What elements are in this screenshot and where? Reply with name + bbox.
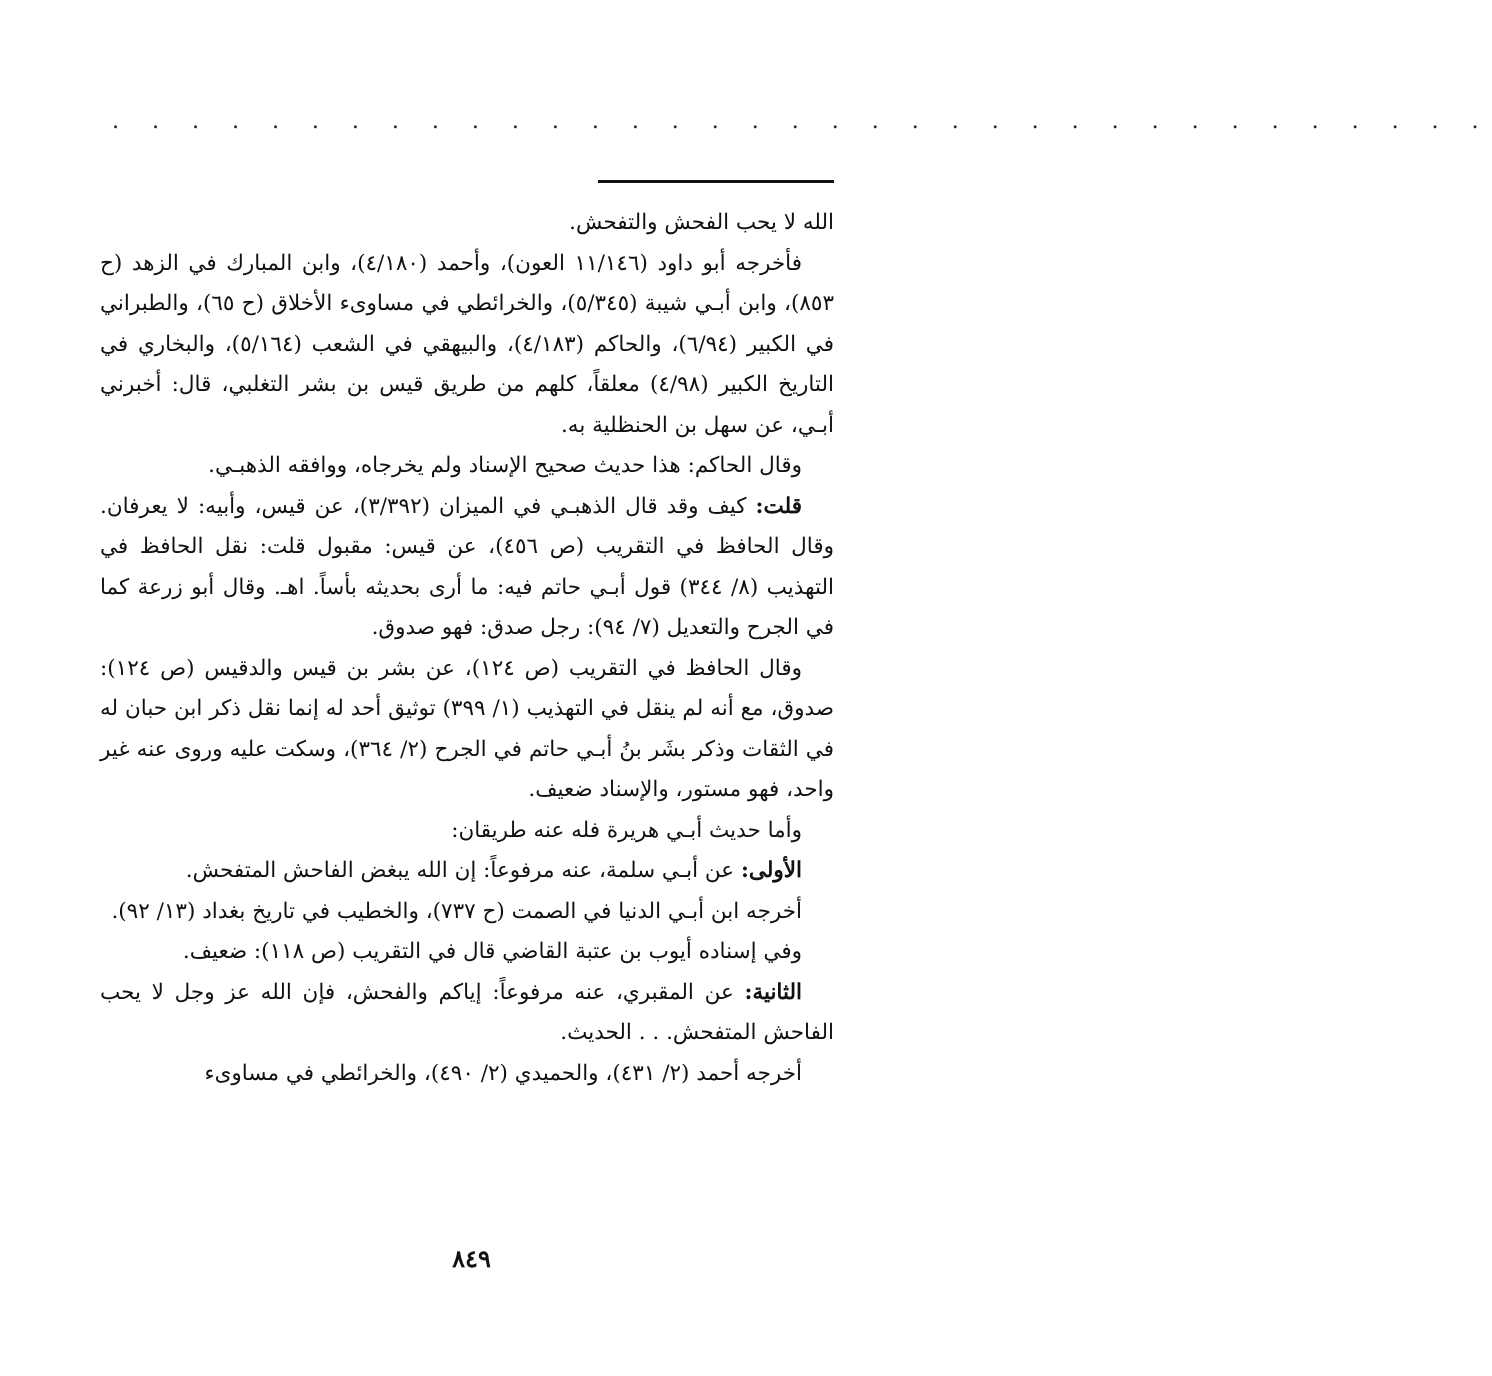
paragraph-label: قلت: (755, 493, 802, 519)
paragraph-first-route-isnad: وفي إسناده أيوب بن عتبة القاضي قال في التقريب (ص ١١٨): ضعيف. (182, 939, 802, 964)
footnote-rule (598, 180, 834, 183)
paragraph-label: الثانية: (744, 979, 802, 1005)
paragraph-text: عن المقبري، عنه مرفوعاً: إياكم والفحش، فإن الله عز وجل لا يحب الفاحش المتفحش. . . الحديث. (100, 979, 834, 1045)
paragraph-text: عن أبـي سلمة، عنه مرفوعاً: إن الله يبغض الفاحش المتفحش. (185, 858, 741, 883)
paragraph-continuation: الله لا يحب الفحش والتفحش. (569, 210, 834, 235)
paragraph-first-route (100, 851, 834, 892)
paragraph-first-route-takhrij: أخرجه ابن أبـي الدنيا في الصمت (ح ٧٣٧)، والخطيب في تاريخ بغداد (١٣/ ٩٢). (111, 898, 802, 924)
page-number: ٨٤٩ (452, 1244, 491, 1273)
paragraph-text: كيف وقد قال الذهبـي في الميزان (٣/٣٩٢)، عن قيس، وأبيه: لا يعرفان. وقال الحافظ في التقريب (ص ٤٥٦)، عن قيس: مقبول قلت: نقل الحافظ في التهذيب (٨/ ٣٤٤) قول أبـي حاتم فيه: ما أرى بحديثه بأساً. اهـ. وقال أبو زرعة كما في الجرح والتعديل (٧/ ٩٤): رجل صدق: فهو صدوق. (100, 493, 834, 640)
paragraph-bishr-status: وقال الحافظ في التقريب (ص ١٢٤)، عن بشر بن قيس والدقيس (ص ١٢٤): صدوق، مع أنه لم ينقل في التهذيب (١/ ٣٩٩) توثيق أحد له إنما نقل ذكر ابن حبان له في الثقات وذكر بشَر بنُ أبـي حاتم في الجرح (٢/ ٣٦٤)، وسكت عليه وروى عنه غير واحد، فهو مستور، والإسناد ضعيف. (100, 655, 835, 802)
paragraph-qultu (100, 487, 834, 649)
paragraph-second-route-takhrij: أخرجه أحمد (٢/ ٤٣١)، والحميدي (٢/ ٤٩٠)، والخرائطي في مساوىء (204, 1060, 802, 1086)
paragraph-hakim-verdict: وقال الحاكم: هذا حديث صحيح الإسناد ولم يخرجاه، ووافقه الذهبـي. (208, 453, 802, 478)
paragraph-takhrij-sources: فأخرجه أبو داود (١١/١٤٦ العون)، وأحمد (٤/١٨٠)، وابن المبارك في الزهد (ح ٨٥٣)، وابن أبـي شيبة (٥/٣٤٥)، والخرائطي في مساوىء الأخلاق (ح ٦٥)، والطبراني في الكبير (٦/٩٤)، والحاكم (٤/١٨٣)، والبيهقي في الشعب (٥/١٦٤)، والبخاري في التاريخ الكبير (٤/٩٨) معلقاً، كلهم من طريق قيس بن بشر التغلبي، قال: أخبرني أبـي، عن سهل بن الحنظلية به. (100, 250, 835, 438)
paragraph-label: الأولى: (740, 858, 802, 883)
footnote-body (100, 203, 834, 1094)
paragraph-second-route (100, 973, 834, 1054)
dotted-separator: . . . . . . . . . . . . . . . . . . . . . . . . . . . . . . . . . . . (112, 109, 1492, 134)
paragraph-abu-hurayra-intro: وأما حديث أبـي هريرة فله عنه طريقان: (451, 817, 802, 843)
